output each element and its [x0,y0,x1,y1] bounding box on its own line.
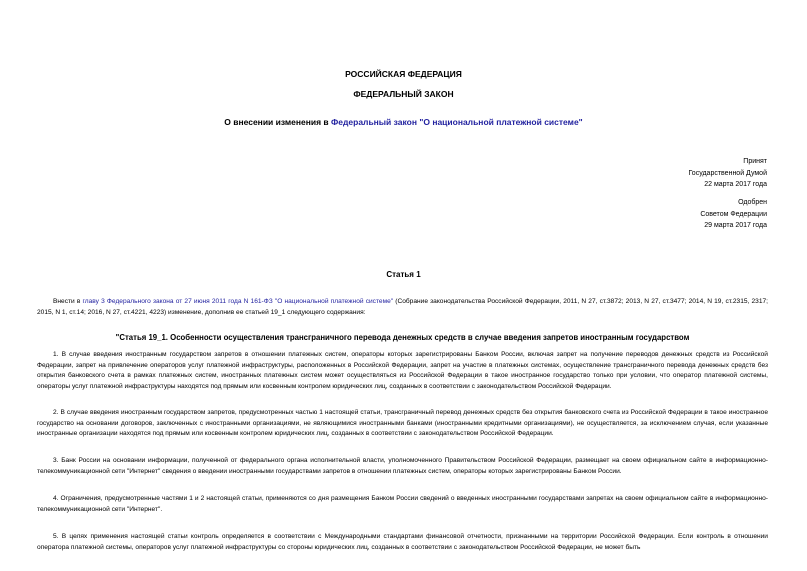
adopted-date: 22 марта 2017 года [704,181,767,188]
intro-law-link[interactable]: главу 3 Федерального закона от 27 июня 2011 года N 161-ФЗ "О национальной платежной системе" [82,298,394,305]
approved-date: 29 марта 2017 года [704,222,767,229]
new-article-heading: "Статья 19_1. Особенности осуществления трансграничного перевода денежных средств в случае введения запретов иностранным государством [115,333,690,342]
paragraph-text: 5. В целях применения настоящей статьи контроль определяется в соответствии с Международными стандартами финансовой отчетности, признанными на территории Российской Федерации. Если контроль в отношении оператора платежной системы, операторов услуг платежной инфраструктуры со стороны юридических лиц, созданных в соответствии с законодательством Российской Федерации, не может быть [37,533,768,551]
paragraph [37,494,768,515]
adopted-block [688,156,767,191]
law-title-prefix: О внесении изменения в [224,117,332,127]
paragraph [37,350,768,392]
law-title-link[interactable]: Федеральный закон "О национальной платежной системе" [331,117,583,127]
paragraph-text: 4. Ограничения, предусмотренные частями 1 и 2 настоящей статьи, применяются со дня размещения Банком России сведений о введенных иностранными государствами запретах на своем официальном сайте в информационно-телекоммуникационной сети "Интернет". [37,495,768,513]
adopted-body: Государственной Думой [688,169,767,177]
paragraph [37,408,768,440]
paragraph [37,456,768,477]
adopted-label: Принят [743,158,767,165]
article-intro [37,297,768,318]
intro-suffix: (Собрание законодательства Российской Федерации, 2011, N 27, ст.3872; 2013, N 27, ст.3477; 2014, N 19, ст.2315, 2317; 2015, N 1, ст.14; 2016, N 27, ст.4221, 4223) изменение, дополнив ее статьей 19_1 следующего содержания: [37,298,769,316]
paragraph-text: 3. Банк России на основании информации, полученной от федерального органа исполнительной власти, уполномоченного Правительством Российской Федерации, размещает на своем официальном сайте в информационно-телекоммуникационной сети "Интернет" сведения о введении иностранными государствами запретов в отношении платежных систем, операторы которых зарегистрированы Банком России. [37,457,768,475]
approved-block [700,197,767,232]
paragraph [37,532,768,553]
law-title [0,117,807,128]
paragraph-text: 1. В случае введения иностранным государством запретов в отношении платежных систем, операторы которых зарегистрированы Банком России, включая запрет на получение переводов денежных средств из Российской Федерации, запрет на привлечение операторов услуг платежной инфраструктуры, расположенных в Российской Федерации, запрет на участие в платежных системах, осуществление трансграничного перевода денежных средств без открытия банковского счета в рамках платежных систем, иностранных платежных систем может осуществляться из Российской Федерации в такое иностранное государство только при условии, что оператор платежной системы, операторы услуг платежной инфраструктуры находятся под прямым или косвенным контролем юридических лиц, созданных в соответствии с законодательством Российской Федерации. [37,351,768,390]
article-title: Статья 1 [386,270,421,279]
approved-body: Советом Федерации [700,210,767,218]
paragraph-text: 2. В случае введения иностранным государством запретов, предусмотренных частью 1 настоящей статьи, трансграничный перевод денежных средств без открытия банковского счета из Российской Федерации в такое иностранное государство на основании договоров, заключенных с иностранными организациями, не являющимися иностранными банками (иностранными кредитными организациями), не осуществляется, за исключением случая, если указанные иностранные организации находятся под прямым или косвенным контролем юридических лиц, созданных в соответствии с законодательством Российской Федерации. [37,409,768,438]
approved-label: Одобрен [738,199,767,206]
intro-prefix: Внести в [53,298,83,305]
country-heading: РОССИЙСКАЯ ФЕДЕРАЦИЯ [345,69,462,79]
law-type-heading: ФЕДЕРАЛЬНЫЙ ЗАКОН [353,89,454,99]
